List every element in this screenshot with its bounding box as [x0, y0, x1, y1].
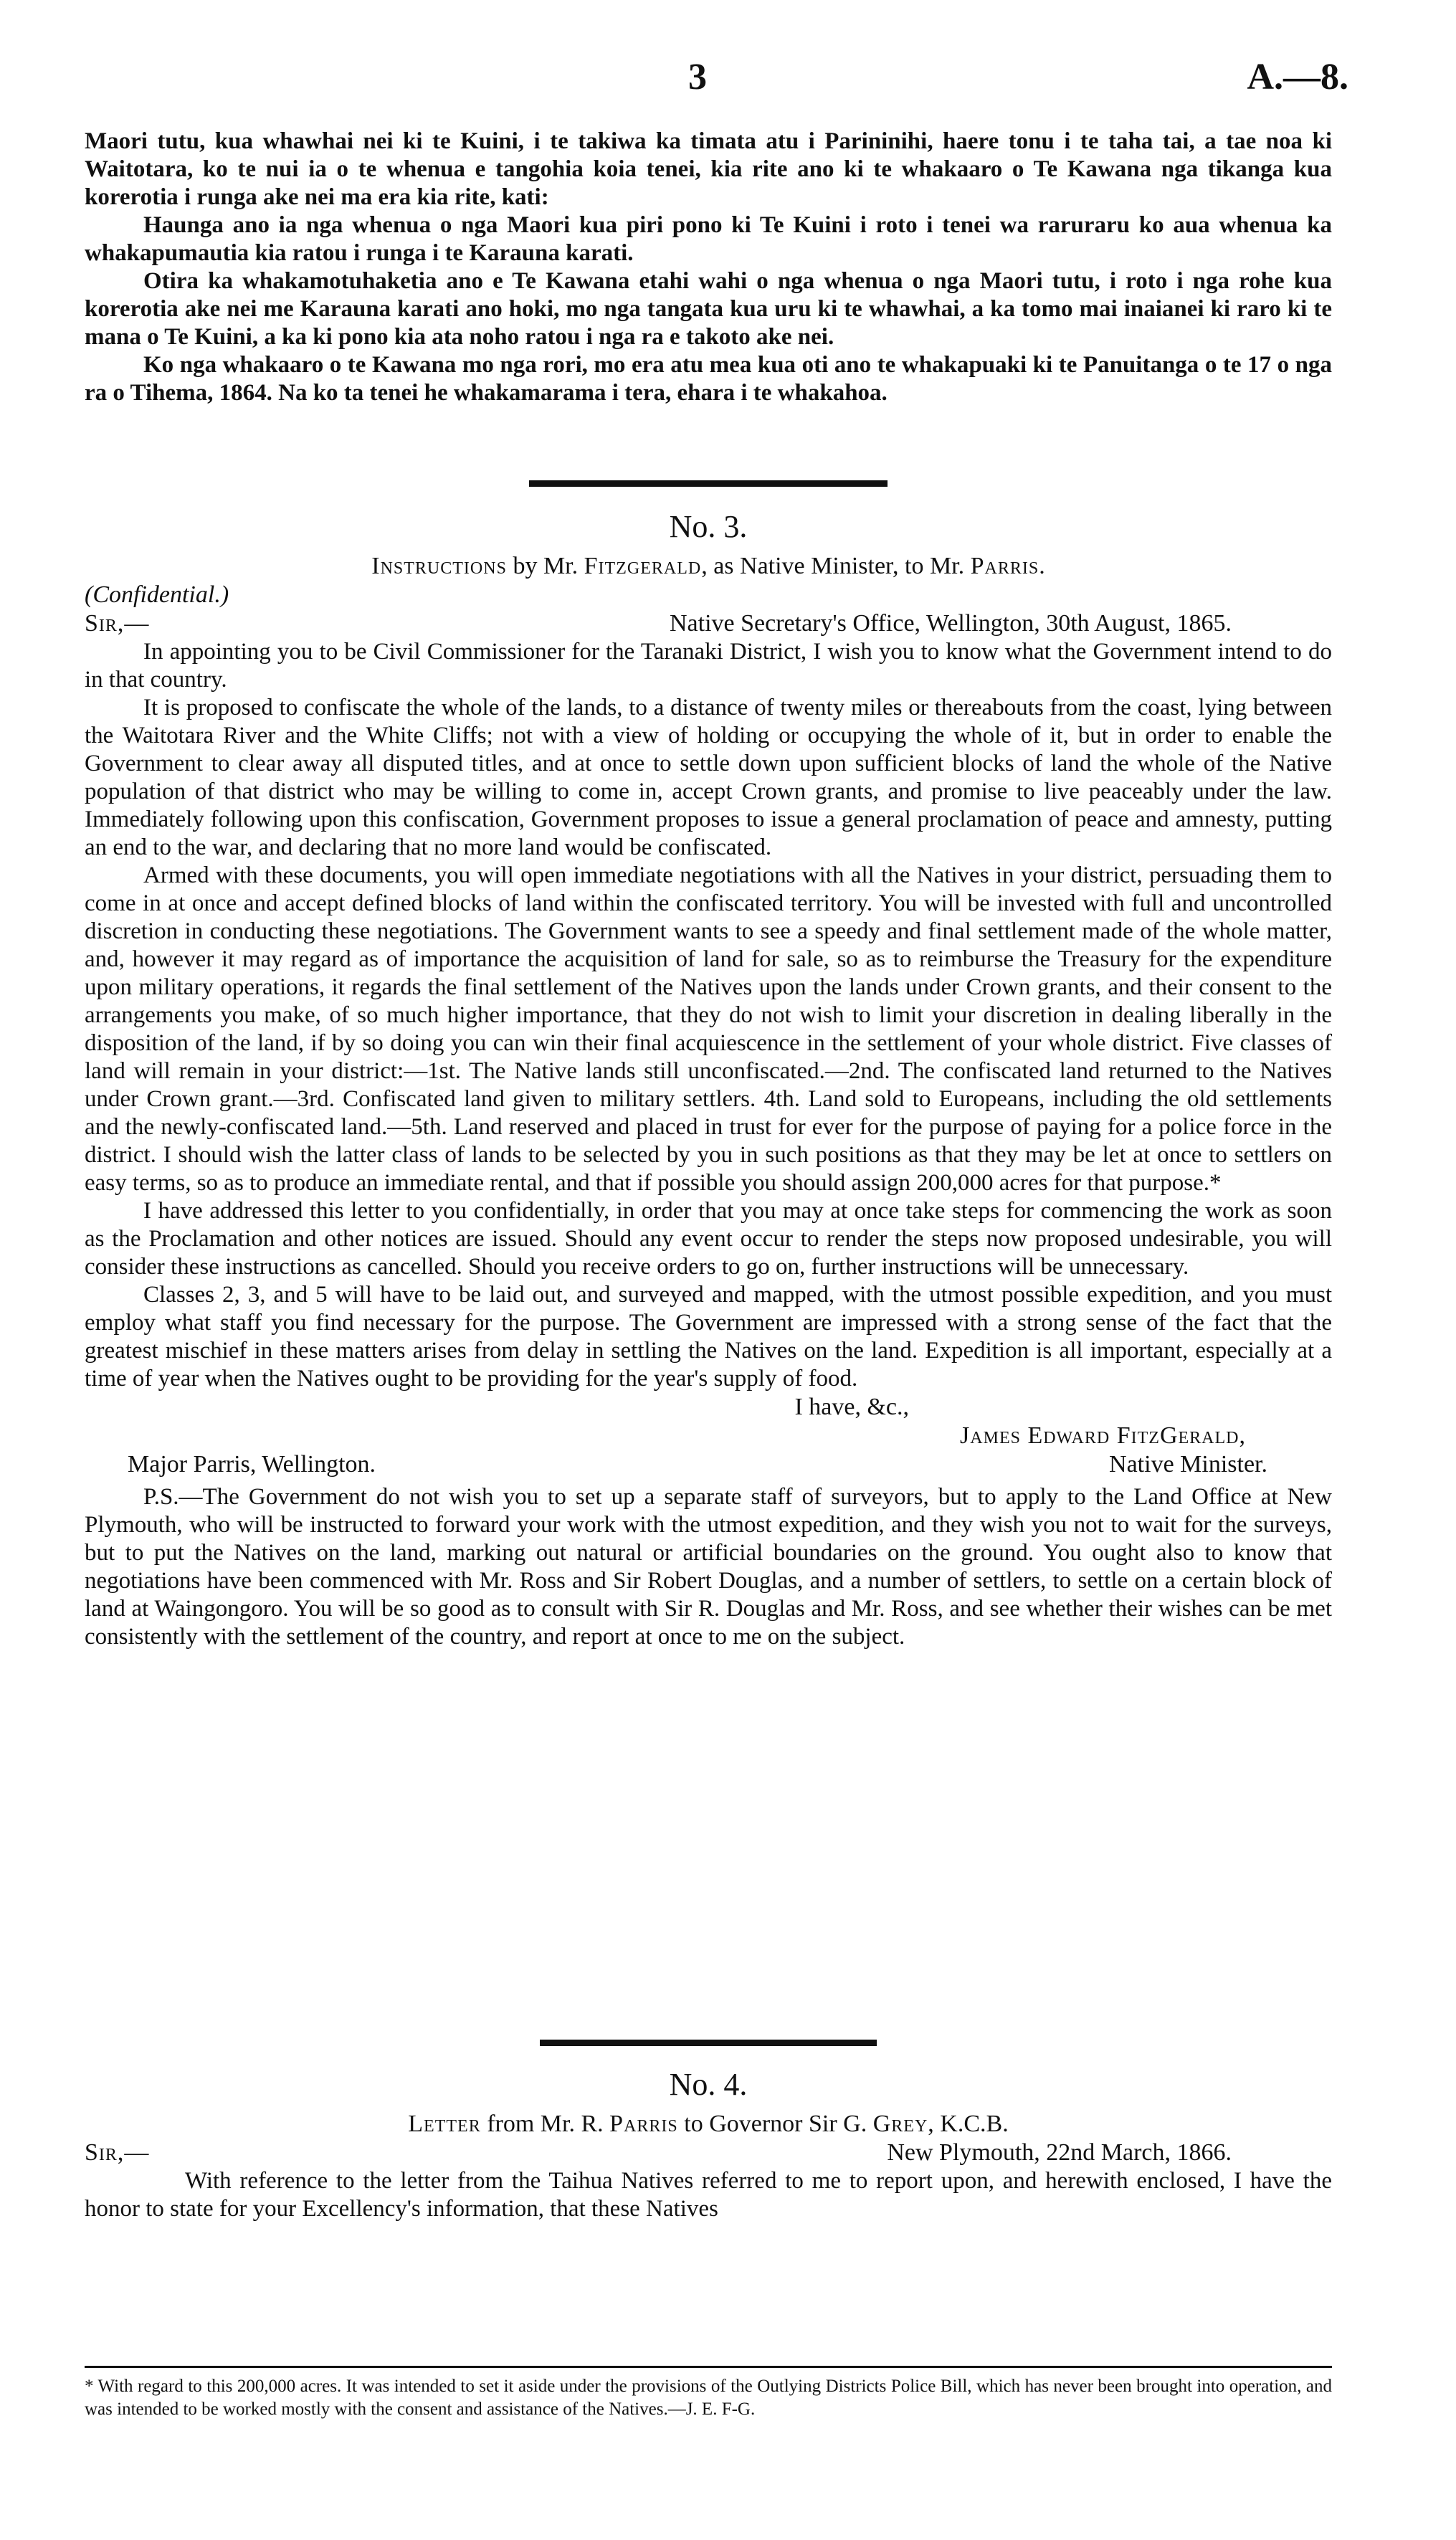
maori-paragraph: Haunga ano ia nga whenua o nga Maori kua piri pono ki Te Kuini i roto i tenei wa raruraru ko aua whenua ka whakapumautia kia ratou i runga i te Karauna karati.: [85, 212, 1332, 266]
dateline: Native Secretary's Office, Wellington, 30th August, 1865.: [670, 610, 1232, 637]
letter-paragraph: Armed with these documents, you will open immediate negotiations with all the Natives in your district, persuading them to come in at once and accept defined blocks of land within the confiscated territory. You will be invested with full and uncontrolled discretion in conducting these negotiations. The Government wants to see a speedy and final settlement made of the whole matter, and, however it may regard as of importance the acquisition of land for sale, so as to reimburse the Treasury for the expenditure upon military operations, it regards the final settlement of the Natives upon the lands under Crown grants, and their consent to the arrangements you make, of so much higher importance, that they do not wish to limit your discretion in dealing liberally in the disposition of the land, if by so doing you can win their final acquiescence in the settlement of your whole district. Five classes of land will remain in your district:—1st. The Native lands still unconfiscated.—2nd. The confiscated land returned to the Natives under Crown grant.—3rd. Confiscated land given to military settlers. 4th. Land sold to Europeans, including the old settlements and the newly-confiscated land.—5th. Land reserved and placed in trust for ever for the purpose of paying for a police force in the district. I should wish the latter class of lands to be selected by you in such positions as that they may be let at once to settlers on easy terms, so as to produce an immediate rental, and that if possible you should assign 200,000 acres for that purpose.*: [85, 862, 1332, 1196]
letter-paragraph: In appointing you to be Civil Commissioner for the Taranaki District, I wish you to know what the Government intend to do in that country.: [85, 639, 1332, 693]
maori-paragraph: Maori tutu, kua whawhai nei ki te Kuini, i te takiwa ka timata atu i Parininihi, haere tonu i te taha tai, a tae noa ki Waitotara, ko te nui ia o te whenua e tangohia koia tenei, kia rite ano ki te whakaaro o Te Kawana nga tikanga kua korerotia i runga ake nei ma era kia rite, kati:: [85, 128, 1332, 210]
section-number: No. 4.: [669, 2067, 748, 2102]
document-reference: A.—8.: [1247, 57, 1348, 97]
section-no3: [85, 480, 1332, 1651]
section-divider: [529, 480, 888, 487]
section-title: Instructions by Mr. Fitzgerald, as Native Minister, to Mr. Parris.: [371, 553, 1045, 579]
dateline: New Plymouth, 22nd March, 1866.: [887, 2139, 1232, 2166]
maori-paragraph: Otira ka whakamotuhaketia ano e Te Kawana etahi wahi o nga whenua o nga Maori tutu, i roto i nga rohe kua korerotia ake nei me Karauna karati ano hoki, mo nga tangata kua uru ki te whawhai, a ka tomo mai inaianei ki raro ki te mana o Te Kuini, a ka ki pono kia ata noho ratou i nga ra e takoto ake nei.: [85, 268, 1332, 350]
section-number: No. 3.: [669, 509, 748, 544]
page-number: 3: [688, 57, 707, 97]
salutation: Sir,—: [85, 610, 150, 637]
signature-row: [85, 1450, 1332, 1479]
confidential-label: (Confidential.): [85, 581, 229, 608]
letter-paragraph: With reference to the letter from the Taihua Natives referred to me to report upon, and herewith enclosed, I have the honor to state for your Excellency's information, that these Natives: [85, 2168, 1332, 2222]
footnote: * With regard to this 200,000 acres. It was intended to set it aside under the provisions of the Outlying Districts Police Bill, which has never been brought into operation, and was intended to be worked mostly with the consent and assistance of the Natives.—J. E. F-G.: [85, 2377, 1332, 2419]
footnote-section: [85, 2366, 1332, 2421]
closing: I have, &c.,: [794, 1394, 909, 1420]
addressee: Major Parris, Wellington.: [128, 1451, 376, 1478]
footnote-divider: [85, 2366, 1332, 2368]
section-no4: [85, 2040, 1332, 2223]
section-divider: [540, 2040, 877, 2046]
letter-paragraph: Classes 2, 3, and 5 will have to be laid out, and surveyed and mapped, with the utmost possible expedition, and you must employ what staff you find necessary for the purpose. The Government are impressed with a strong sense of the fact that the greatest mischief in these matters arises from delay in settling the Natives on the land. Expedition is all important, especially at a time of year when the Natives ought to be providing for the year's supply of food.: [85, 1282, 1332, 1392]
signature: James Edward FitzGerald,: [960, 1422, 1246, 1449]
signatory-title: Native Minister.: [1109, 1451, 1267, 1478]
maori-text-section: [85, 128, 1332, 407]
salutation: Sir,—: [85, 2139, 150, 2166]
letter-header: [85, 2139, 1332, 2167]
postscript: P.S.—The Government do not wish you to set up a separate staff of surveyors, but to apply to the Land Office at New Plymouth, who will be instructed to forward your work with the utmost expedition, and they wish you not to wait for the surveys, but to put the Natives on the land, marking out natural or artificial boundaries on the ground. You ought also to know that negotiations have been commenced with Mr. Ross and Sir Robert Douglas, and a number of settlers, to settle on a certain block of land at Waingongoro. You will be so good as to consult with Sir R. Douglas and Mr. Ross, and see whether their wishes can be met consistently with the settlement of the country, and report at once to me on the subject.: [85, 1484, 1332, 1650]
letter-header: [85, 609, 1332, 638]
letter-paragraph: It is proposed to confiscate the whole of the lands, to a distance of twenty miles or thereabouts from the coast, lying between the Waitotara River and the White Cliffs; not with a view of holding or occupying the whole of it, but in order to enable the Government to clear away all disputed titles, and at once to settle down upon sufficient blocks of land the whole of the Native population of that district who may be willing to come in, accept Crown grants, and promise to live peaceably under the law. Immediately following upon this confiscation, Government proposes to issue a general proclamation of peace and amnesty, putting an end to the war, and declaring that no more land would be confiscated.: [85, 695, 1332, 860]
maori-paragraph: Ko nga whakaaro o te Kawana mo nga rori, mo era atu mea kua oti ano te whakapuaki ki te Panuitanga o te 17 o nga ra o Tihema, 1864. Na ko ta tenei he whakamarama i tera, ehara i te whakahoa.: [85, 352, 1332, 406]
letter-paragraph: I have addressed this letter to you confidentially, in order that you may at once take steps for commencing the work as soon as the Proclamation and other notices are issued. Should any event occur to render the steps now proposed undesirable, you will consider these instructions as cancelled. Should you receive orders to go on, further instructions will be unnecessary.: [85, 1198, 1332, 1280]
section-title: Letter from Mr. R. Parris to Governor Sir G. Grey, K.C.B.: [408, 2111, 1009, 2137]
